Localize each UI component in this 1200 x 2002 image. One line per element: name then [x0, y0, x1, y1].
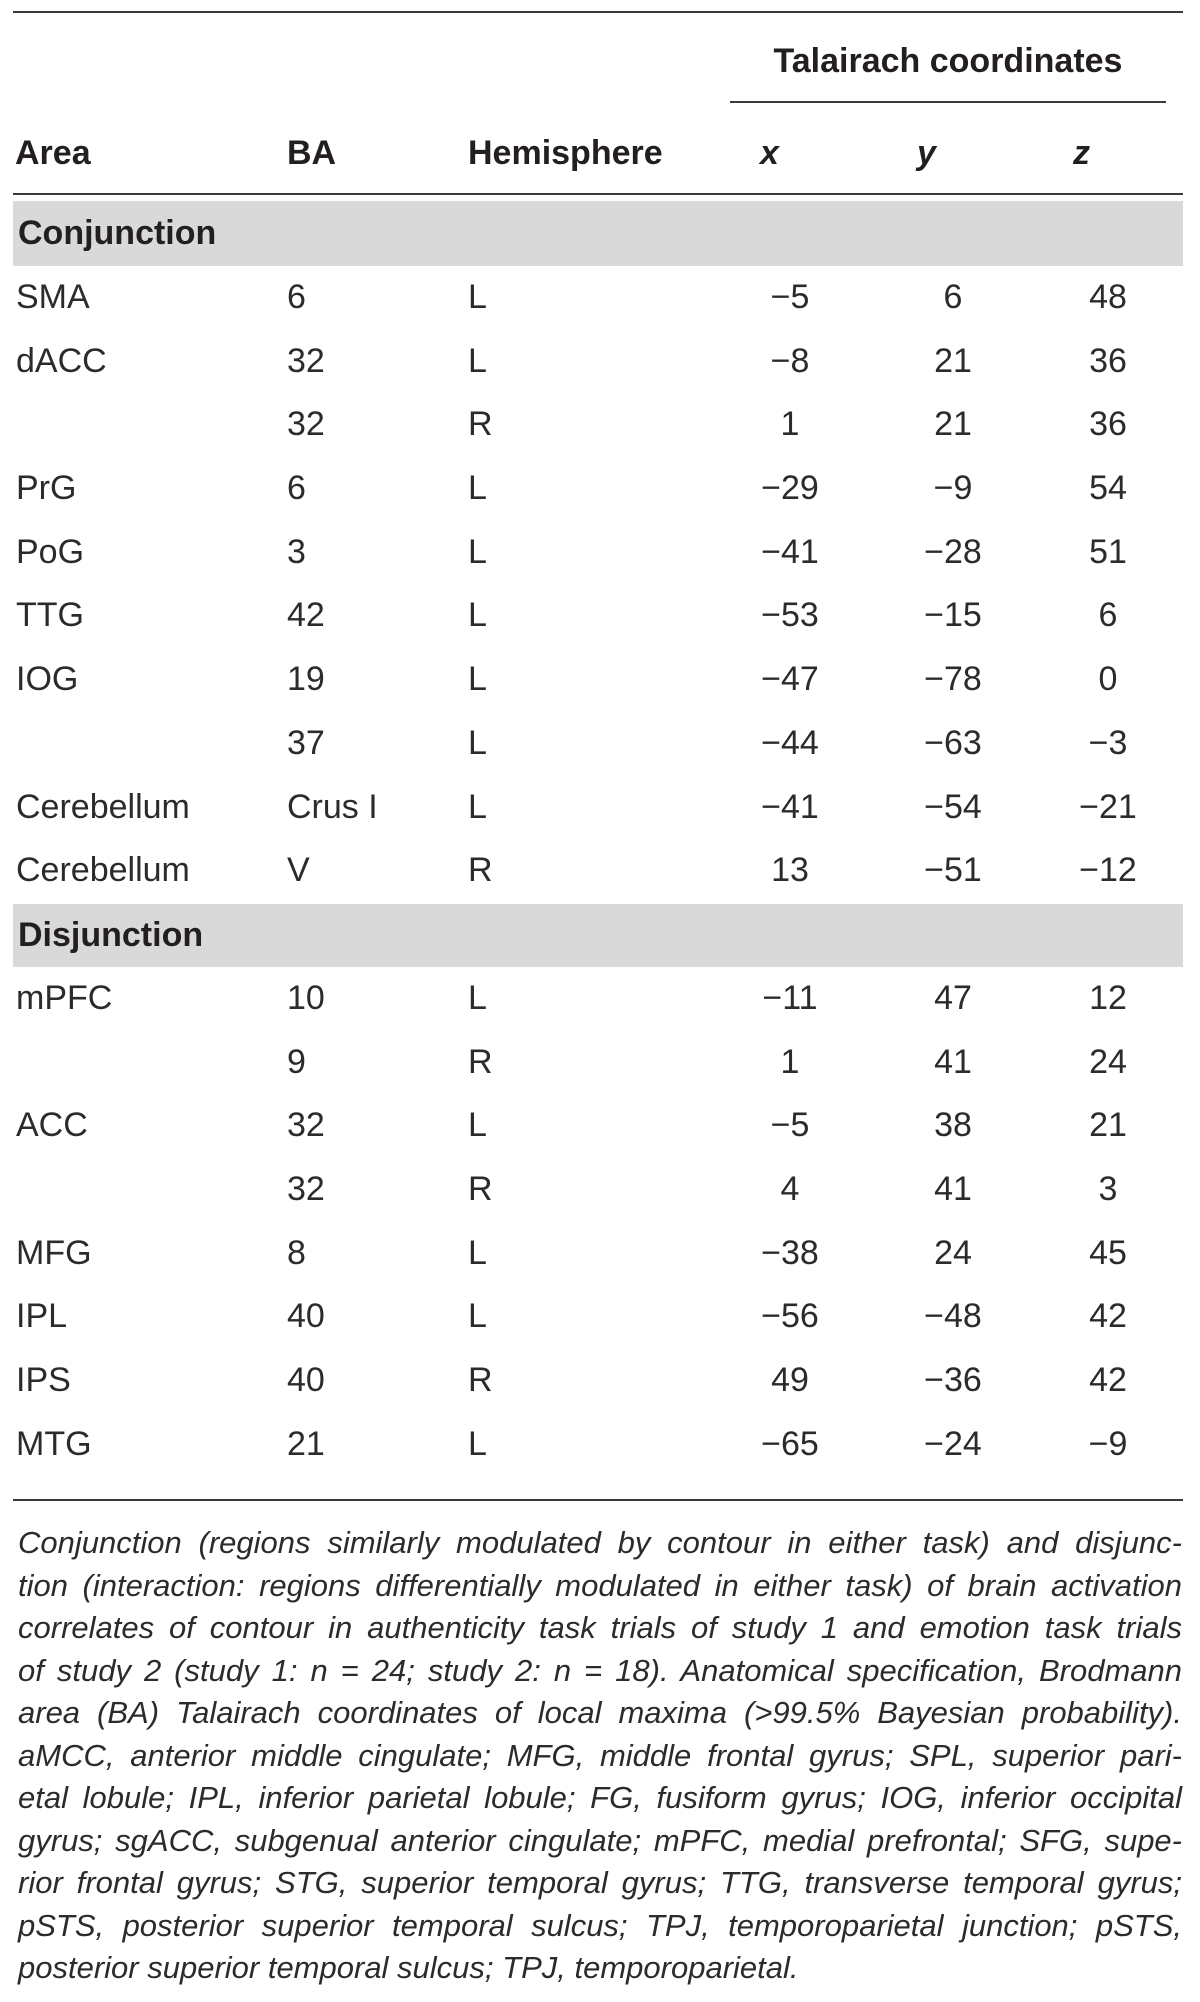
cell-y: −36: [924, 1361, 982, 1399]
caption-line: posterior superior temporal sulcus; TPJ, temporoparietal.: [18, 1950, 799, 1985]
cell-area: Cerebellum: [16, 851, 190, 890]
cell-area: TTG: [16, 596, 84, 635]
cell-y: −48: [924, 1297, 982, 1336]
table-body: [0, 201, 1200, 1476]
cell-x: −29: [761, 469, 819, 508]
cell-hemisphere: L: [468, 469, 487, 508]
cell-hemisphere: L: [468, 278, 487, 316]
cell-y: 6: [943, 278, 963, 316]
cell-ba: 32: [287, 1169, 325, 1208]
cell-z: 0: [1098, 660, 1118, 699]
column-header-y: y: [917, 134, 936, 172]
table-row: [0, 266, 1200, 330]
cell-hemisphere: L: [468, 660, 487, 699]
group-header-rule: [730, 101, 1166, 103]
cell-y: −51: [924, 851, 982, 890]
cell-area: dACC: [16, 341, 107, 380]
cell-ba: V: [287, 851, 310, 890]
cell-y: −15: [924, 596, 982, 635]
caption-line: of study 2 (study 1: n = 24; study 2: n = 18). Anatomical specification, Brodmann: [18, 1652, 1182, 1688]
cell-x: 49: [771, 1361, 809, 1399]
cell-area: mPFC: [16, 978, 113, 1017]
cell-y: 41: [934, 1042, 972, 1081]
cell-area: IPS: [16, 1361, 71, 1399]
cell-area: IOG: [16, 660, 79, 699]
cell-area: PrG: [16, 469, 77, 508]
cell-ba: 10: [287, 978, 325, 1017]
cell-z: 48: [1089, 278, 1127, 316]
cell-ba: 19: [287, 660, 325, 699]
section-header-conjunction: Conjunction: [13, 201, 1183, 266]
cell-ba: 9: [287, 1042, 306, 1081]
table-row: [0, 393, 1200, 457]
cell-area: SMA: [16, 278, 90, 316]
column-header-area: Area: [15, 134, 91, 172]
cell-area: MFG: [16, 1233, 92, 1272]
cell-hemisphere: L: [468, 1106, 487, 1145]
cell-z: 24: [1089, 1042, 1127, 1081]
table-row: [0, 1158, 1200, 1222]
cell-x: 1: [780, 405, 800, 444]
cell-x: 1: [780, 1042, 800, 1081]
cell-ba: 32: [287, 405, 325, 444]
cell-hemisphere: L: [468, 1424, 487, 1463]
table-row: [0, 712, 1200, 776]
caption-line: correlates of contour in authenticity task trials of study 1 and emotion task trials: [18, 1610, 1182, 1645]
cell-z: 3: [1098, 1169, 1118, 1208]
table-row: [0, 584, 1200, 648]
cell-z: 51: [1089, 532, 1127, 571]
cell-y: 24: [934, 1233, 972, 1272]
cell-z: −9: [1088, 1424, 1128, 1463]
column-header-ba: BA: [287, 134, 337, 172]
cell-ba: Crus I: [287, 787, 378, 826]
column-header-z: z: [1073, 134, 1090, 172]
cell-y: 47: [934, 978, 972, 1017]
cell-hemisphere: L: [468, 341, 487, 380]
cell-z: 36: [1089, 405, 1127, 444]
caption-line: gyrus; sgACC, subgenual anterior cingulate; mPFC, medial prefrontal; SFG, supe-: [18, 1822, 1182, 1858]
cell-z: 12: [1089, 978, 1127, 1017]
cell-hemisphere: L: [468, 1297, 487, 1336]
table-row: [0, 521, 1200, 585]
cell-z: −12: [1079, 851, 1137, 890]
cell-ba: 42: [287, 596, 325, 635]
cell-y: 41: [934, 1169, 972, 1208]
cell-ba: 3: [287, 532, 306, 571]
cell-x: −44: [761, 723, 819, 762]
table-row: [0, 1031, 1200, 1095]
cell-ba: 40: [287, 1361, 325, 1399]
cell-x: −47: [761, 660, 819, 699]
caption-line: etal lobule; IPL, inferior parietal lobule; FG, fusiform gyrus; IOG, inferior occipital: [18, 1780, 1182, 1815]
cell-z: 45: [1089, 1233, 1127, 1272]
cell-ba: 21: [287, 1424, 325, 1463]
cell-hemisphere: R: [468, 405, 493, 444]
cell-hemisphere: L: [468, 723, 487, 762]
table-row: [0, 1222, 1200, 1286]
caption-line: pSTS, posterior superior temporal sulcus; TPJ, temporoparietal junction; pSTS,: [18, 1907, 1182, 1943]
cell-x: −65: [761, 1424, 819, 1463]
group-header-talairach: Talairach coordinates: [773, 42, 1123, 80]
caption-line: rior frontal gyrus; STG, superior temporal gyrus; TTG, transverse temporal gyrus;: [18, 1865, 1182, 1900]
table-row: [0, 1413, 1200, 1477]
cell-y: −28: [924, 532, 982, 571]
cell-y: −9: [933, 469, 973, 508]
cell-ba: 40: [287, 1297, 325, 1336]
cell-y: 21: [934, 405, 972, 444]
table-bottom-rule: [13, 1499, 1183, 1501]
table-row: [0, 967, 1200, 1031]
cell-y: −78: [924, 660, 982, 699]
table-row: [0, 1094, 1200, 1158]
cell-hemisphere: R: [468, 1169, 493, 1208]
cell-hemisphere: L: [468, 787, 487, 826]
cell-x: −41: [761, 787, 819, 826]
cell-hemisphere: R: [468, 1042, 493, 1081]
cell-x: −41: [761, 532, 819, 571]
cell-area: ACC: [16, 1106, 88, 1145]
header-row: [0, 132, 1200, 174]
cell-area: IPL: [16, 1297, 68, 1336]
cell-hemisphere: R: [468, 1361, 493, 1399]
table-row: [0, 1349, 1200, 1413]
cell-y: −63: [924, 723, 982, 762]
table-row: [0, 648, 1200, 712]
caption-line: area (BA) Talairach coordinates of local maxima (>99.5% Bayesian probability).: [18, 1695, 1182, 1730]
cell-y: 38: [934, 1106, 972, 1145]
cell-z: 6: [1098, 596, 1118, 635]
caption-line: tion (interaction: regions differentially modulated in either task) of brain activation: [18, 1567, 1182, 1603]
cell-x: −8: [770, 341, 810, 380]
header-rule: [13, 193, 1183, 195]
table-top-rule: [13, 11, 1183, 13]
table-caption: [18, 1522, 1182, 1990]
cell-hemisphere: L: [468, 1233, 487, 1272]
cell-x: −5: [770, 278, 810, 316]
cell-ba: 6: [287, 469, 306, 508]
column-header-hemisphere: Hemisphere: [468, 134, 663, 172]
cell-y: 21: [934, 341, 972, 380]
table-row: [0, 330, 1200, 394]
cell-z: −21: [1079, 787, 1137, 826]
cell-x: −5: [770, 1106, 810, 1145]
cell-area: Cerebellum: [16, 787, 190, 826]
cell-area: PoG: [16, 532, 85, 571]
cell-z: 54: [1089, 469, 1127, 508]
caption-line: aMCC, anterior middle cingulate; MFG, middle frontal gyrus; SPL, superior pari-: [18, 1737, 1182, 1773]
table-row: [0, 839, 1200, 903]
cell-x: −11: [762, 978, 818, 1017]
cell-z: 36: [1089, 341, 1127, 380]
cell-hemisphere: L: [468, 596, 487, 635]
cell-y: −54: [924, 787, 982, 826]
cell-ba: 8: [287, 1233, 306, 1272]
cell-x: 13: [771, 851, 809, 890]
cell-hemisphere: L: [468, 532, 487, 571]
cell-z: 42: [1089, 1297, 1127, 1336]
section-header-disjunction: Disjunction: [13, 904, 1183, 967]
cell-z: −3: [1088, 723, 1128, 762]
cell-y: −24: [924, 1424, 982, 1463]
cell-x: −56: [761, 1297, 819, 1336]
cell-z: 21: [1089, 1106, 1127, 1145]
cell-ba: 32: [287, 341, 325, 380]
cell-hemisphere: R: [468, 851, 493, 890]
cell-x: 4: [780, 1169, 800, 1208]
cell-z: 42: [1089, 1361, 1127, 1399]
table-row: [0, 1285, 1200, 1349]
cell-ba: 6: [287, 278, 306, 316]
cell-x: −38: [761, 1233, 819, 1272]
column-header-x: x: [760, 134, 779, 172]
cell-hemisphere: L: [468, 978, 487, 1017]
cell-ba: 37: [287, 723, 325, 762]
table-row: [0, 457, 1200, 521]
cell-x: −53: [761, 596, 819, 635]
cell-ba: 32: [287, 1106, 325, 1145]
caption-line: Conjunction (regions similarly modulated by contour in either task) and disjunc-: [18, 1525, 1182, 1560]
cell-area: MTG: [16, 1424, 92, 1463]
table-row: [0, 776, 1200, 840]
